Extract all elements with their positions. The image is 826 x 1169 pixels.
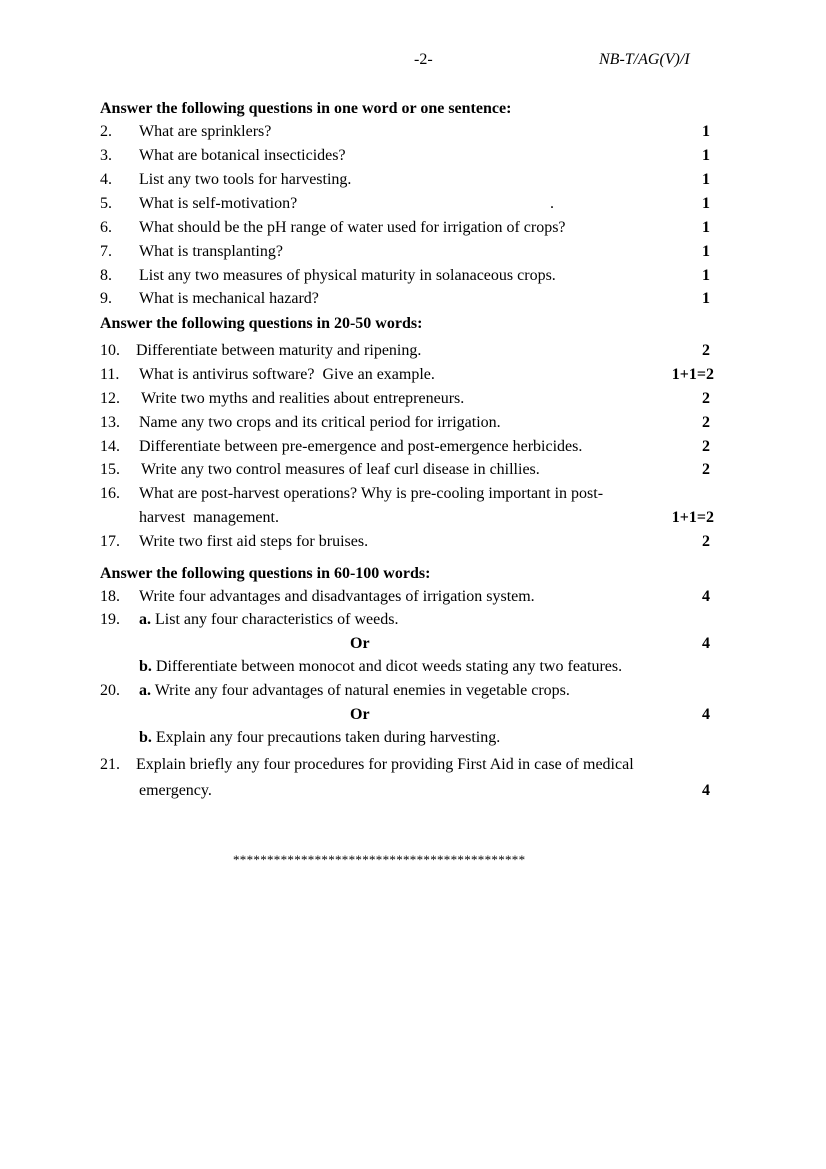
question-number: 17.: [100, 533, 120, 550]
part-text: List any four characteristics of weeds.: [151, 611, 399, 628]
question-text: What is transplanting?: [139, 243, 283, 260]
question-part-b: [139, 728, 500, 748]
section-heading: Answer the following questions in one word or one sentence:: [100, 100, 512, 117]
question-number: 7.: [100, 243, 112, 260]
question-number: 15.: [100, 461, 120, 478]
question-text: What is mechanical hazard?: [139, 290, 319, 307]
question-number: 4.: [100, 171, 112, 188]
question-text: Write four advantages and disadvantages of irrigation system.: [139, 588, 535, 605]
question-number: 12.: [100, 390, 120, 407]
question-number: 19.: [100, 611, 120, 628]
question-marks: 4: [702, 635, 710, 652]
question-number: 8.: [100, 267, 112, 284]
end-of-paper-stars: *******************************************: [233, 852, 526, 867]
question-marks: 1: [702, 195, 710, 212]
or-label: Or: [350, 706, 370, 723]
section-heading: Answer the following questions in 60-100 words:: [100, 565, 431, 582]
question-number: 10.: [100, 342, 120, 359]
part-text: Write any four advantages of natural enemies in vegetable crops.: [151, 682, 570, 699]
question-text: What is antivirus software? Give an example.: [139, 366, 435, 383]
part-label: b.: [139, 729, 152, 746]
question-number: 11.: [100, 366, 120, 383]
question-text: What should be the pH range of water used for irrigation of crops?: [139, 219, 566, 236]
question-number: 21.: [100, 756, 120, 773]
question-marks: 1: [702, 219, 710, 236]
or-label: Or: [350, 635, 370, 652]
paper-code: NB-T/AG(V)/I: [599, 51, 690, 68]
question-number: 6.: [100, 219, 112, 236]
question-number: 16.: [100, 485, 120, 502]
question-number: 9.: [100, 290, 112, 307]
question-text: Write two myths and realities about entrepreneurs.: [141, 390, 465, 407]
question-part-b: [139, 657, 622, 677]
question-number: 13.: [100, 414, 120, 431]
question-marks: 2: [702, 390, 710, 407]
part-label: a.: [139, 682, 151, 699]
question-marks: 2: [702, 461, 710, 478]
question-marks: 1: [702, 147, 710, 164]
question-marks: 2: [702, 342, 710, 359]
question-text-continued: emergency.: [139, 782, 212, 799]
question-marks: 2: [702, 533, 710, 550]
question-marks: 1: [702, 267, 710, 284]
stray-mark: .: [550, 195, 554, 212]
question-part-a: [139, 610, 398, 630]
question-text: Explain briefly any four procedures for providing First Aid in case of medical: [136, 756, 634, 773]
question-text: Differentiate between maturity and ripening.: [136, 342, 422, 359]
question-text: What are post-harvest operations? Why is pre-cooling important in post-: [139, 485, 604, 502]
question-text: What are botanical insecticides?: [139, 147, 346, 164]
question-text: List any two measures of physical maturity in solanaceous crops.: [139, 267, 556, 284]
question-marks: 1: [702, 290, 710, 307]
question-marks: 2: [702, 414, 710, 431]
question-marks: 4: [702, 588, 710, 605]
question-marks: 1+1=2: [671, 509, 714, 526]
question-number: 14.: [100, 438, 120, 455]
question-marks: 1: [702, 123, 710, 140]
question-text: What is self-motivation?: [139, 195, 298, 212]
question-number: 18.: [100, 588, 120, 605]
question-number: 3.: [100, 147, 112, 164]
question-text: List any two tools for harvesting.: [139, 171, 352, 188]
page-number: -2-: [414, 51, 433, 68]
part-text: Differentiate between monocot and dicot weeds stating any two features.: [151, 658, 623, 675]
question-marks: 2: [702, 438, 710, 455]
question-text-continued: harvest management.: [139, 509, 279, 526]
question-number: 5.: [100, 195, 112, 212]
question-text: Write two first aid steps for bruises.: [139, 533, 369, 550]
question-text: Name any two crops and its critical period for irrigation.: [139, 414, 501, 431]
question-text: What are sprinklers?: [139, 123, 272, 140]
question-number: 20.: [100, 682, 120, 699]
question-marks: 1: [702, 171, 710, 188]
question-marks: 1: [702, 243, 710, 260]
question-text: Write any two control measures of leaf curl disease in chillies.: [141, 461, 540, 478]
question-part-a: [139, 681, 570, 701]
question-marks: 4: [702, 706, 710, 723]
question-number: 2.: [100, 123, 112, 140]
part-text: Explain any four precautions taken during harvesting.: [151, 729, 501, 746]
question-marks: 1+1=2: [671, 366, 714, 383]
section-heading: Answer the following questions in 20-50 words:: [100, 315, 423, 332]
question-text: Differentiate between pre-emergence and post-emergence herbicides.: [139, 438, 583, 455]
part-label: a.: [139, 611, 151, 628]
part-label: b.: [139, 658, 152, 675]
question-marks: 4: [702, 782, 710, 799]
